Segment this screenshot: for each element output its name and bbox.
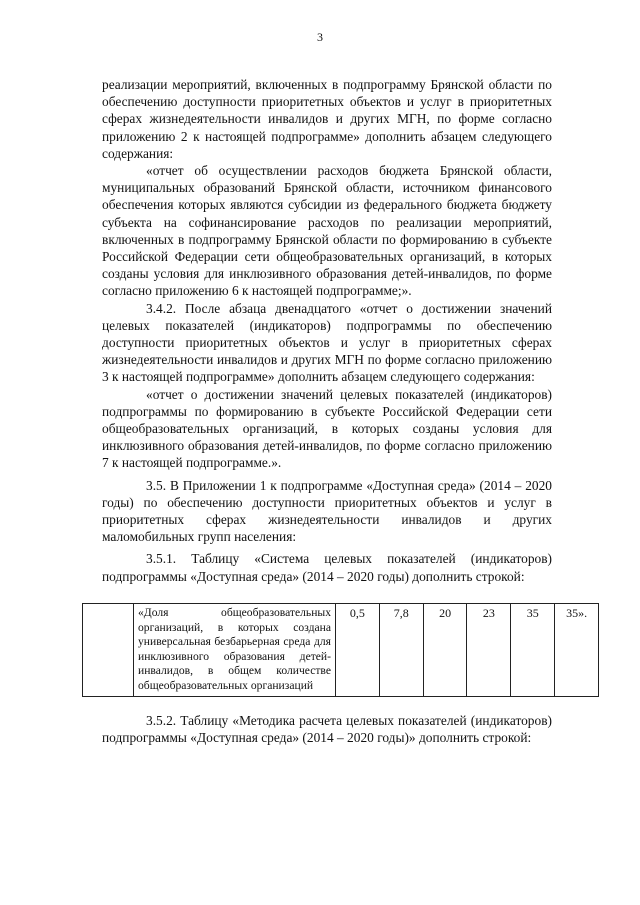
table-cell-value: 20 <box>423 604 467 697</box>
table-cell-indicator-name: «Доля общеобразовательных организаций, в которых создана универсальная безбарьерная среда для инклюзивного образования детей-инвалидов, в общем количестве общеобразовательных организаций <box>134 604 336 697</box>
table-row <box>83 604 599 697</box>
table-cell-value: 35 <box>511 604 555 697</box>
table-cell-value: 0,5 <box>336 604 380 697</box>
paragraph: 3.5.2. Таблицу «Методика расчета целевых показателей (индикаторов) подпрограммы «Доступная среда» (2014 – 2020 годы)» дополнить строкой: <box>102 713 552 746</box>
after-table-text <box>102 712 552 746</box>
paragraph: 3.5.1. Таблицу «Система целевых показателей (индикаторов) подпрограммы «Доступная среда» (2014 – 2020 годы) дополнить строкой: <box>102 551 552 584</box>
document-body <box>102 76 552 585</box>
table-cell-value: 23 <box>467 604 511 697</box>
paragraph: 3.5. В Приложении 1 к подпрограмме «Доступная среда» (2014 – 2020 годы) по обеспечению доступности приоритетных объектов и услуг в приоритетных сферах жизнедеятельности инвалидов и других маломобильных групп населения: <box>102 477 552 545</box>
paragraph: 3.4.2. После абзаца двенадцатого «отчет о достижении значений целевых показателей (индикаторов) подпрограммы по обеспечению доступности приоритетных объектов и услуг в приоритетных сферах жизнедеятельности инвалидов и других МГН по форме согласно приложению 3 к настоящей подпрограмме» дополнить абзацем следующего содержания: <box>102 300 552 385</box>
table-cell-value: 35». <box>555 604 599 697</box>
page-number: 3 <box>317 30 323 44</box>
paragraph: реализации мероприятий, включенных в подпрограмму Брянской области по обеспечению доступности приоритетных объектов и услуг в приоритетных сферах жизнедеятельности инвалидов и других МГН, по форме согласно приложению 2 к настоящей подпрограмме» дополнить абзацем следующего содержания: <box>102 77 552 161</box>
paragraph: «отчет об осуществлении расходов бюджета Брянской области, муниципальных образований Брянской области, источником финансового обеспечения которых являются субсидии из федерального бюджета бюджету субъекта на софинансирование расходов по реализации мероприятий, включенных в подпрограмму Брянской области по формированию в субъекте Российской Федерации сети общеобразовательных организаций, в которых созданы условия для инклюзивного образования детей-инвалидов, по форме согласно приложению 6 к настоящей подпрограмме;». <box>102 163 552 299</box>
table-cell-value: 7,8 <box>379 604 423 697</box>
paragraph: «отчет о достижении значений целевых показателей (индикаторов) подпрограммы по формированию в субъекте Российской Федерации сети общеобразовательных организаций, в которых созданы условия для инклюзивного образования детей-инвалидов, по форме согласно приложению 7 к настоящей подпрограмме.». <box>102 386 552 471</box>
indicator-table <box>82 603 599 697</box>
table-cell-number <box>83 604 134 697</box>
